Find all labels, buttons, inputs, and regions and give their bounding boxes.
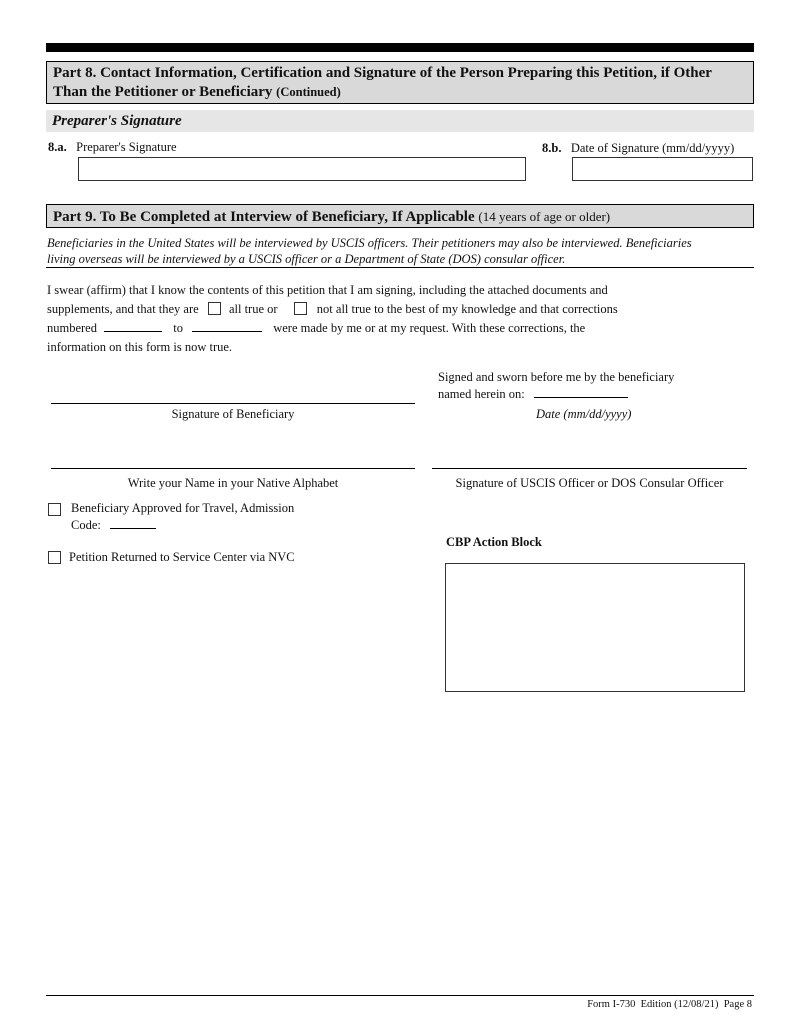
- intro-divider: [46, 267, 754, 268]
- officer-signature-line[interactable]: [432, 468, 747, 469]
- part9-title-note: (14 years of age or older): [478, 209, 611, 224]
- part8-title: Part 8. Contact Information, Certification and Signature of the Person Preparing this Petition, if Other: [53, 65, 712, 81]
- footer-form-id: Form I-730: [587, 999, 636, 1010]
- footer-rule: [46, 995, 754, 996]
- all-true-checkbox[interactable]: [208, 302, 221, 315]
- top-rule-bar: [46, 43, 754, 52]
- oath-statement: I swear (affirm) that I know the contents of this petition that I am signing, including the attached documents and supplements, and that they are all true or not all true to the best of my knowledge and that corrections numbered to were made by me or at my request. With these corrections, the information on this form is now true.: [47, 283, 618, 354]
- corrections-from-field[interactable]: [104, 319, 162, 332]
- beneficiary-signature-line[interactable]: [51, 403, 415, 404]
- date-label: Date (mm/dd/yyyy): [536, 407, 632, 421]
- signed-sworn-statement: Signed and sworn before me by the beneficiary named herein on:: [438, 370, 675, 401]
- cbp-action-block-box[interactable]: [445, 563, 745, 692]
- part8-continued: (Continued): [276, 85, 341, 99]
- preparer-signature-field[interactable]: [78, 157, 526, 181]
- footer: [587, 999, 752, 1010]
- beneficiary-signature-label: Signature of Beneficiary: [171, 407, 295, 421]
- admission-code-field[interactable]: [110, 516, 156, 529]
- footer-edition: Edition (12/08/21): [640, 999, 719, 1010]
- footer-page: Page 8: [723, 999, 752, 1010]
- preparer-signature-subheading: Preparer's Signature: [46, 110, 754, 132]
- corrections-to-field[interactable]: [192, 319, 262, 332]
- cbp-action-block-label: CBP Action Block: [446, 535, 542, 549]
- not-all-true-checkbox[interactable]: [294, 302, 307, 315]
- part8-title-line2: Than the Petitioner or Beneficiary (Continued): [53, 84, 341, 100]
- item-8a-label: 8.a. Preparer's Signature: [48, 140, 177, 154]
- part9-intro: Beneficiaries in the United States will be interviewed by USCIS officers. Their petitioners may also be interviewed. Beneficiaries living overseas will be interviewed by a USCIS officer or a Department of State (DOS) consular officer.: [47, 236, 692, 266]
- approved-travel-checkbox[interactable]: [48, 503, 61, 516]
- returned-nvc-label: Petition Returned to Service Center via NVC: [69, 550, 295, 564]
- sworn-date-field[interactable]: [534, 385, 628, 398]
- item-8a-number: 8.a.: [48, 140, 67, 154]
- item-8b-number: 8.b.: [542, 141, 562, 155]
- date-of-signature-field[interactable]: [572, 157, 753, 181]
- native-name-line[interactable]: [51, 468, 415, 469]
- item-8b-label: 8.b. Date of Signature (mm/dd/yyyy): [542, 141, 735, 155]
- part8-header: [46, 61, 754, 104]
- native-name-label: Write your Name in your Native Alphabet: [127, 476, 339, 490]
- returned-nvc-checkbox[interactable]: [48, 551, 61, 564]
- part9-title: Part 9. To Be Completed at Interview of Beneficiary, If Applicable: [53, 209, 475, 225]
- part9-header: [46, 204, 754, 228]
- officer-signature-label: Signature of USCIS Officer or DOS Consular Officer: [455, 476, 724, 490]
- approved-travel-label: Beneficiary Approved for Travel, Admission Code:: [71, 501, 295, 532]
